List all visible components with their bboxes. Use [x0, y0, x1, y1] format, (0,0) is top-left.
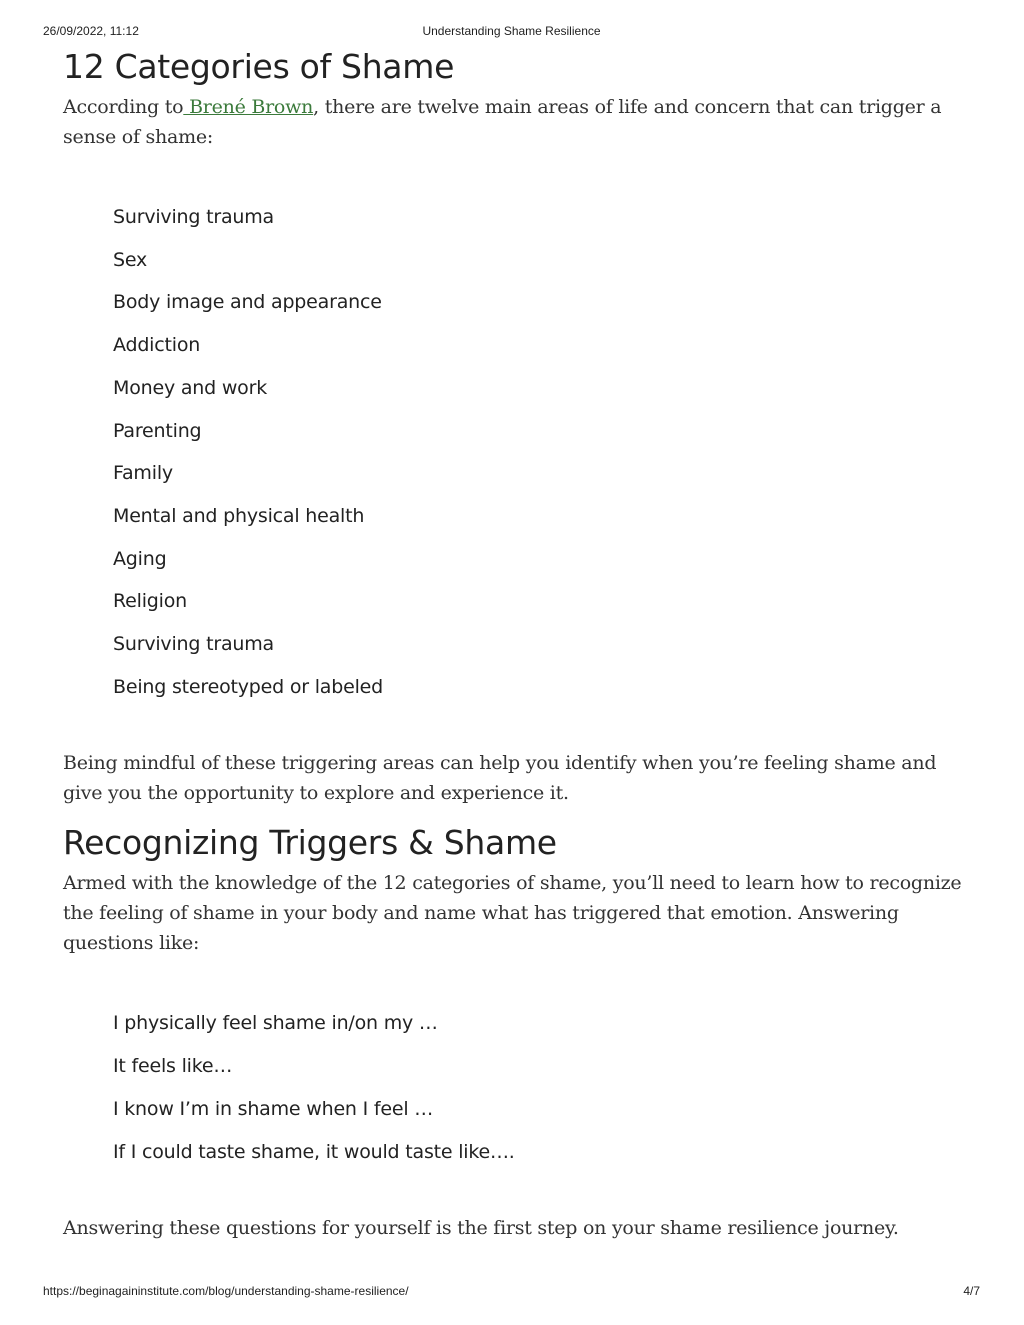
- list-item: Family: [113, 462, 173, 485]
- print-datetime: 26/09/2022, 11:12: [43, 24, 139, 38]
- list-item: Sex: [113, 248, 148, 271]
- list-item: It feels like…: [113, 1055, 233, 1078]
- list-item: Parenting: [113, 419, 202, 442]
- list-item: I physically feel shame in/on my …: [113, 1012, 438, 1035]
- print-page-url: https://beginagaininstitute.com/blog/understanding-shame-resilience/: [43, 1284, 409, 1298]
- print-header: [43, 24, 980, 40]
- categories-intro-paragraph: [63, 92, 968, 152]
- list-item: Aging: [113, 547, 167, 570]
- print-page-number: 4/7: [963, 1284, 980, 1298]
- list-item: Surviving trauma: [113, 633, 274, 656]
- list-item: Religion: [113, 590, 188, 613]
- list-item: Addiction: [113, 334, 201, 357]
- list-item: Mental and physical health: [113, 504, 365, 527]
- categories-closing-paragraph: Being mindful of these triggering areas can help you identify when you’re feeling shame and give you the opportunity to explore and experience it.: [63, 752, 937, 805]
- section-heading-categories: 12 Categories of Shame: [63, 47, 455, 86]
- list-item: Body image and appearance: [113, 291, 382, 314]
- trigger-questions-list: [63, 1002, 968, 1173]
- list-item: Money and work: [113, 376, 267, 399]
- print-footer: [43, 1284, 980, 1300]
- triggers-closing-paragraph: Answering these questions for yourself is the first step on your shame resilience journey.: [63, 1217, 899, 1240]
- triggers-intro-paragraph: Armed with the knowledge of the 12 categories of shame, you’ll need to learn how to recognize the feeling of shame in your body and name what has triggered that emotion. Answering questions like:: [63, 872, 962, 955]
- section-heading-triggers: Recognizing Triggers & Shame: [63, 823, 557, 863]
- list-item: Surviving trauma: [113, 206, 274, 228]
- list-item: Being stereotyped or labeled: [113, 675, 384, 698]
- shame-categories-list: [63, 196, 968, 708]
- list-item: If I could taste shame, it would taste like….: [113, 1140, 515, 1163]
- intro-text-after-link: , there are twelve main areas of life and concern that can trigger a sense of shame:: [63, 96, 942, 148]
- brene-brown-link[interactable]: Brené Brown: [183, 96, 314, 118]
- print-page-title: Understanding Shame Resilience: [422, 24, 601, 38]
- intro-text-before-link: According to: [63, 96, 184, 118]
- list-item: I know I’m in shame when I feel …: [113, 1097, 434, 1120]
- article-content: [63, 46, 968, 1243]
